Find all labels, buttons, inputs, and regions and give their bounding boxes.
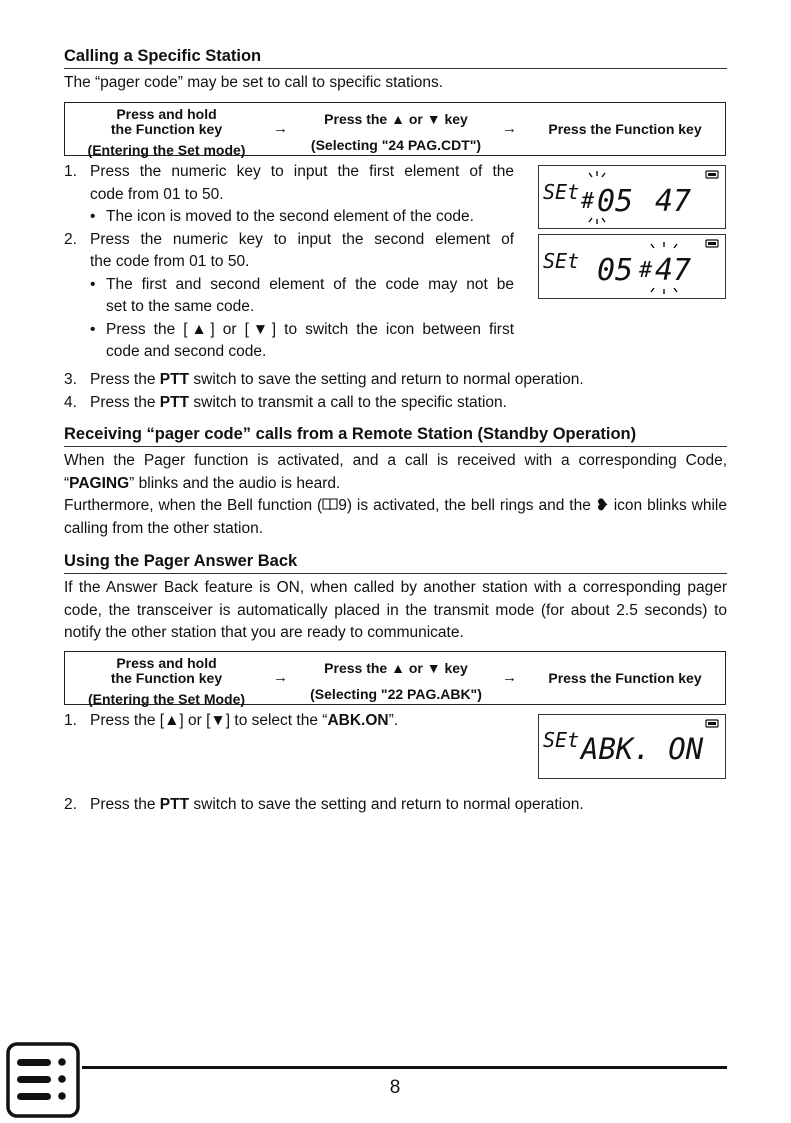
flow-step-2-line: Press the ▲ or ▼ key	[324, 111, 468, 127]
heading-rule	[64, 446, 727, 447]
paragraph-text: When the Pager function is activated, and a call is received with a corresponding Code, “	[64, 452, 727, 492]
list-item	[64, 369, 727, 392]
flow-step-1-line: the Function key	[110, 121, 223, 137]
step-text: switch to transmit a call to the specific station.	[189, 393, 507, 411]
receiving-paragraph-1	[64, 450, 727, 495]
flow-step-3: Press the Function key	[548, 670, 702, 686]
flow-step-2-line: (Selecting "22 PAG.ABK")	[310, 686, 482, 702]
blink-marks-top	[651, 242, 677, 248]
menu-list-icon	[6, 1042, 80, 1123]
flow-step-1	[79, 656, 254, 707]
lcd-code-first: 05	[597, 253, 634, 288]
flow-arrow: →	[502, 669, 517, 686]
battery-level	[708, 722, 716, 725]
bullet-text: The first and second element of the code may not be	[106, 275, 514, 293]
list-item	[64, 710, 524, 733]
step-text: switch to save the setting and return to normal operation.	[189, 796, 584, 813]
step-text: switch to save the setting and return to normal operation.	[189, 371, 584, 388]
lcd-display-first-code	[538, 165, 726, 229]
lcd-display-graphic	[539, 715, 725, 778]
lcd-set-label: SEt	[543, 249, 580, 273]
paragraph-text-bold: PAGING	[69, 474, 130, 492]
bullet-mark: •	[90, 208, 96, 225]
step-text-bold: PTT	[159, 796, 190, 813]
step-text: Press the	[90, 393, 160, 411]
flow-step-1-line: (Entering the Set Mode)	[87, 691, 246, 707]
step-text-bold: PTT	[159, 393, 190, 411]
page-number: 8	[389, 1077, 401, 1098]
step-number: 2.	[64, 230, 77, 248]
receiving-paragraph-2	[64, 495, 727, 540]
bullet-mark: •	[90, 275, 96, 293]
book-reference-icon	[322, 498, 338, 511]
bullet-text: Press the [▲] or [▼] to switch the icon between first	[106, 320, 514, 338]
step-text: the code from 01 to 50.	[90, 253, 250, 270]
step-text-bold: ABK.ON	[327, 712, 389, 729]
page-reference: 9	[338, 497, 347, 514]
procedure-flow-box	[64, 651, 726, 705]
answer-back-paragraph: If the Answer Back feature is ON, when called by another station with a corresponding pager code, the transceiver is automatically placed in the transmit mode (for about 2.5 seconds) to notify the other station that you are ready to communicate.	[64, 579, 727, 641]
lcd-code-cursor-icon: #	[581, 189, 595, 214]
flow-step-2	[299, 661, 493, 702]
flow-step-1-line: Press and hold	[116, 106, 217, 122]
paragraph-text: ) is activated, the bell rings and the	[346, 497, 596, 514]
lcd-set-label: SEt	[543, 180, 580, 204]
steps-list-continued	[64, 369, 727, 414]
bullet-text: The icon is moved to the second element of the code.	[106, 208, 474, 225]
step-number: 1.	[64, 163, 77, 180]
section-heading-answer-back: Using the Pager Answer Back	[64, 552, 298, 570]
bullet-text: set to the same code.	[106, 298, 255, 315]
step-text: Press the numeric key to input the first element of the	[90, 163, 514, 180]
footer-rule	[82, 1066, 727, 1069]
flow-step-1-line: Press and hold	[116, 655, 217, 671]
bell-icon: ❥	[595, 497, 609, 514]
answer-back-steps	[64, 710, 524, 733]
flow-arrow: →	[273, 120, 288, 137]
list-item	[64, 319, 514, 364]
flow-arrow: →	[273, 669, 288, 686]
lcd-display-second-code	[538, 234, 726, 299]
lcd-code-second: 47	[655, 253, 692, 288]
list-item	[64, 229, 514, 274]
flow-step-3: Press the Function key	[548, 121, 702, 137]
lcd-code-first: 05	[597, 184, 634, 219]
lcd-display-graphic	[539, 166, 725, 228]
section-heading-calling: Calling a Specific Station	[64, 47, 262, 65]
lcd-set-label: SEt	[543, 728, 580, 752]
flow-step-2-line: (Selecting "24 PAG.CDT")	[310, 137, 482, 153]
list-item	[64, 206, 514, 229]
step-text: Press the numeric key to input the second element of	[90, 230, 514, 248]
flow-step-2	[299, 112, 493, 153]
heading-rule	[64, 573, 727, 574]
step-text: code from 01 to 50.	[90, 185, 224, 203]
list-item	[64, 161, 514, 206]
bullet-text: code and second code.	[106, 343, 267, 360]
step-text-bold: PTT	[159, 371, 190, 388]
intro-text: The “pager code” may be set to call to specific stations.	[64, 74, 444, 91]
list-item	[64, 274, 514, 319]
list-item	[64, 794, 727, 817]
step-number: 2.	[64, 796, 77, 813]
flow-step-1-line: the Function key	[110, 670, 223, 686]
battery-level	[708, 173, 716, 176]
flow-step-1	[79, 107, 254, 158]
flow-step-1-line: (Entering the Set mode)	[87, 142, 246, 158]
procedure-flow-box	[64, 102, 726, 156]
paragraph-text: ” blinks and the audio is heard.	[129, 474, 341, 492]
lcd-code-cursor-icon: #	[639, 258, 653, 283]
answer-back-steps-continued	[64, 794, 727, 817]
step-number: 1.	[64, 712, 77, 729]
step-text: Press the	[90, 796, 160, 813]
paragraph-text: Furthermore, when the Bell function (	[64, 497, 323, 514]
bullet-mark: •	[90, 320, 96, 338]
list-item	[64, 392, 727, 415]
flow-arrow: →	[502, 120, 517, 137]
paragraph-text: icon blinks while calling from the other station.	[64, 497, 727, 537]
flow-step-2-line: Press the ▲ or ▼ key	[324, 660, 468, 676]
lcd-display-graphic	[539, 235, 725, 298]
step-number: 4.	[64, 393, 77, 411]
lcd-display-answer-back	[538, 714, 726, 779]
step-number: 3.	[64, 371, 77, 388]
step-text: ”.	[388, 712, 399, 729]
battery-level	[708, 242, 716, 245]
lcd-code-second: 47	[655, 184, 692, 219]
heading-rule	[64, 68, 727, 69]
blink-marks-top	[589, 171, 605, 177]
step-text: Press the [▲] or [▼] to select the “	[90, 712, 328, 729]
lcd-abk-on-text: ABK. ON	[581, 732, 704, 766]
blink-marks-bottom	[651, 288, 677, 294]
step-text: Press the	[90, 371, 160, 388]
steps-list	[64, 161, 514, 364]
section-heading-receiving: Receiving “pager code” calls from a Remote Station (Standby Operation)	[64, 425, 637, 443]
